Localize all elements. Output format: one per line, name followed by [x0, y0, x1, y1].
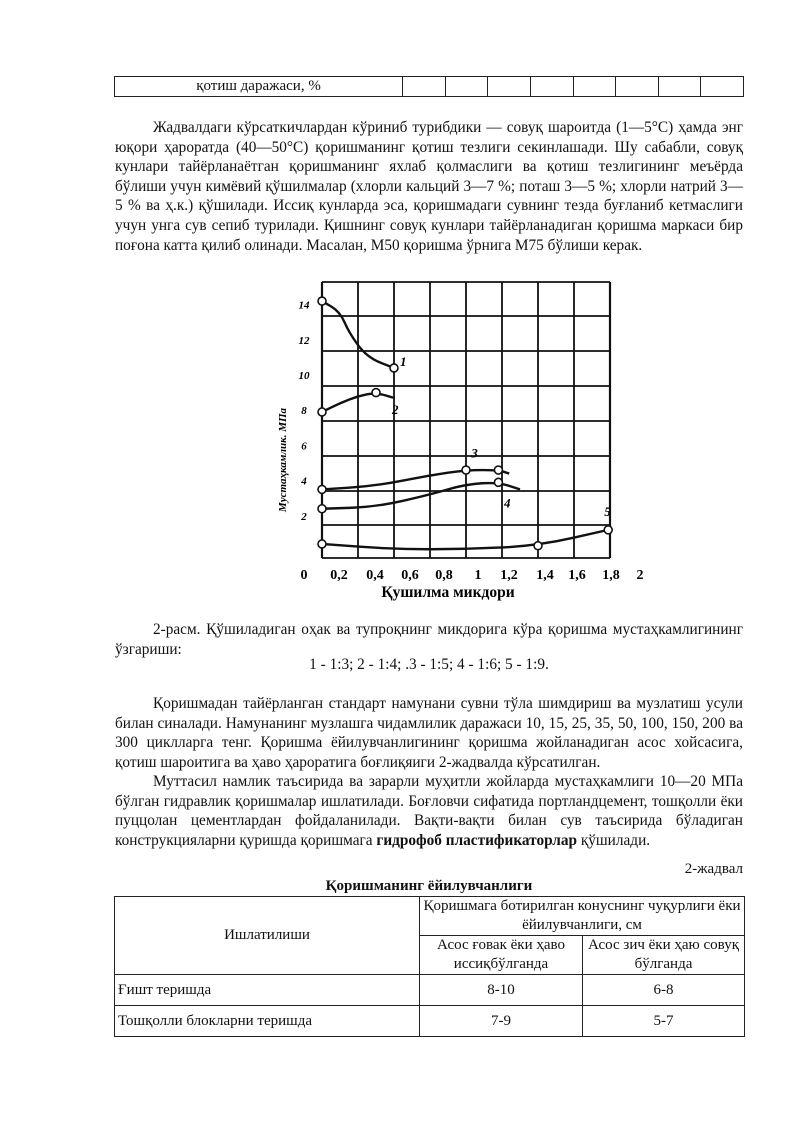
table-header-row: [115, 897, 745, 936]
x-tick-label: 1,6: [568, 568, 586, 583]
paragraph-2: [115, 694, 743, 772]
paragraph-text: Қоришмадан тайёрланган стандарт намунани сувни тўла шимдириш ва музлатиш усули билан синалади. Намунанинг музлашга чидамлилик даражаси 10, 15, 25, 35, 50, 100, 150, 200 ва 300 циклларга тенг. Қоришма ёйилувчанлигининг қоришма жойланадиган асос хойсасига, қотиш шароитига ва ҳаво ҳароратига боғлиқяиги 2-жадвалда кўрсатилган.: [115, 695, 743, 771]
row-value-2: 6-8: [583, 975, 745, 1006]
x-tick-label: 1,8: [602, 568, 620, 583]
x-tick-label: 1: [474, 568, 482, 583]
row-usage: Тошқолли блокларни теришда: [115, 1006, 420, 1037]
curve-point-marker: [372, 389, 380, 397]
x-tick-label: 0: [300, 568, 308, 583]
paragraph-text: [115, 772, 743, 850]
curve-label: 4: [504, 495, 511, 511]
paragraph-text-part: қўшилади.: [580, 831, 651, 849]
spread-table: [114, 896, 745, 1037]
chart-grid: [322, 282, 610, 558]
curve-point-marker: [390, 364, 398, 372]
x-tick-label: 0,2: [330, 568, 348, 583]
y-tick-label: 6: [301, 440, 307, 453]
row-value-2: 5-7: [583, 1006, 745, 1037]
x-axis-label: Қушилма микдори: [381, 584, 515, 601]
y-tick-label: 10: [298, 370, 310, 382]
row-label: қотиш даражаси, %: [115, 77, 403, 97]
curve-point-marker: [318, 505, 326, 513]
curve-point-marker: [534, 542, 542, 550]
header-group: Қоришмага ботирилган конуснинг чуқурлиги ёки ёйилувчанлиги, см: [420, 897, 745, 936]
chart-ticks: [299, 300, 644, 583]
table-number: 2-жадвал: [684, 861, 743, 877]
figure-legend: 1 - 1:3; 2 - 1:4; .3 - 1:5; 4 - 1:6; 5 - 1:9.: [309, 656, 549, 673]
curve-label: 5: [604, 503, 611, 519]
curve-point-marker: [318, 408, 326, 416]
row-value-1: 7-9: [420, 1006, 583, 1037]
x-tick-label: 1,2: [500, 568, 518, 583]
row-usage: Ғишт теришда: [115, 975, 420, 1006]
y-tick-label: 2: [301, 510, 307, 523]
bold-term: гидрофоб пластификаторлар: [376, 831, 577, 849]
header-sub-2: Асос зич ёки ҳаю совуқ бўлганда: [583, 936, 745, 975]
y-tick-label: 14: [298, 299, 310, 312]
curve-point-marker: [318, 540, 326, 548]
row-value-1: 8-10: [420, 975, 583, 1006]
y-tick-label: 12: [298, 334, 310, 347]
y-axis-label: Мустаҳкамлик. МПа: [277, 407, 289, 513]
figure-caption-text: 2-расм. Қўшиладиган оҳак ва тупроқнинг микдорига кўра қоришма мустаҳкамлигининг ўзгариши:: [115, 621, 743, 658]
figure-caption: [115, 620, 743, 659]
curve-label: 2: [392, 401, 399, 417]
curve-point-marker: [604, 526, 612, 534]
x-tick-label: 1,4: [536, 568, 554, 583]
table-row: [115, 1006, 745, 1037]
paragraph-text: Жадвалдаги кўрсаткичлардан кўриниб турибдики — совуқ шароитда (1—5°С) ҳамда энг юқори ҳароратда (40—50°С) қоришманинг қотиш тезлиги секинлашади. Шу сабабли, совуқ кунлари тайёрланаётган қоришманинг яхлаб қолмаслиги ва қотиш тезлигининг меъёрда бўлиши учун кимёвий қўшилмалар (хлорли кальций 3—7 %; поташ 3—5 %; хлорли натрий 3—5 % ва ҳ.к.) қўшилади. Иссиқ кунларда эса, қоришмадаги сувнинг тезда буғланиб кетмаслиги учун унга сув сепиб турилади. Қишнинг совуқ кунлари тайёрланадиган қоришма маркаси бир поғона катта қилиб олинади. Масалан, М50 қоришма ўрнига М75 бўлиши керак.: [115, 119, 743, 254]
curve-label: 3: [471, 445, 478, 461]
paragraph-3: [115, 772, 743, 850]
paragraph-text-part: Муттасил намлик таъсирида ва зарарли муҳитли жойларда мустаҳкамлиги 10—20 МПа бўлган гидравлик қоришмалар ишлатилади. Боғловчи сифатида портландцемент, тошқолли ёки пуццолан цементлардан фойдаланилади. Вақти-вақти билан сув таъсирида бўладиган конструкцияларни қуришда қоришмага: [115, 773, 743, 849]
curve-label: 1: [400, 353, 407, 369]
curve-point-marker: [318, 485, 326, 493]
curve-point-marker: [494, 478, 502, 486]
header-sub-1: Асос ғовак ёки ҳаво иссиқбўлганда: [420, 936, 583, 975]
curve-point-marker: [318, 297, 326, 305]
curve-point-marker: [462, 466, 470, 474]
x-tick-label: 0,4: [366, 568, 384, 583]
y-tick-label: 4: [301, 475, 307, 488]
curve-point-marker: [494, 466, 502, 474]
x-tick-label: 0,6: [401, 568, 419, 583]
table-title: Қоришманинг ёйилувчанлиги: [325, 878, 533, 894]
x-tick-label: 2: [636, 568, 644, 583]
header-usage: Ишлатилиши: [115, 897, 420, 975]
table-row: [115, 975, 745, 1006]
y-tick-label: 8: [301, 405, 307, 418]
curve-3: [322, 470, 509, 489]
x-tick-label: 0,8: [435, 568, 453, 583]
